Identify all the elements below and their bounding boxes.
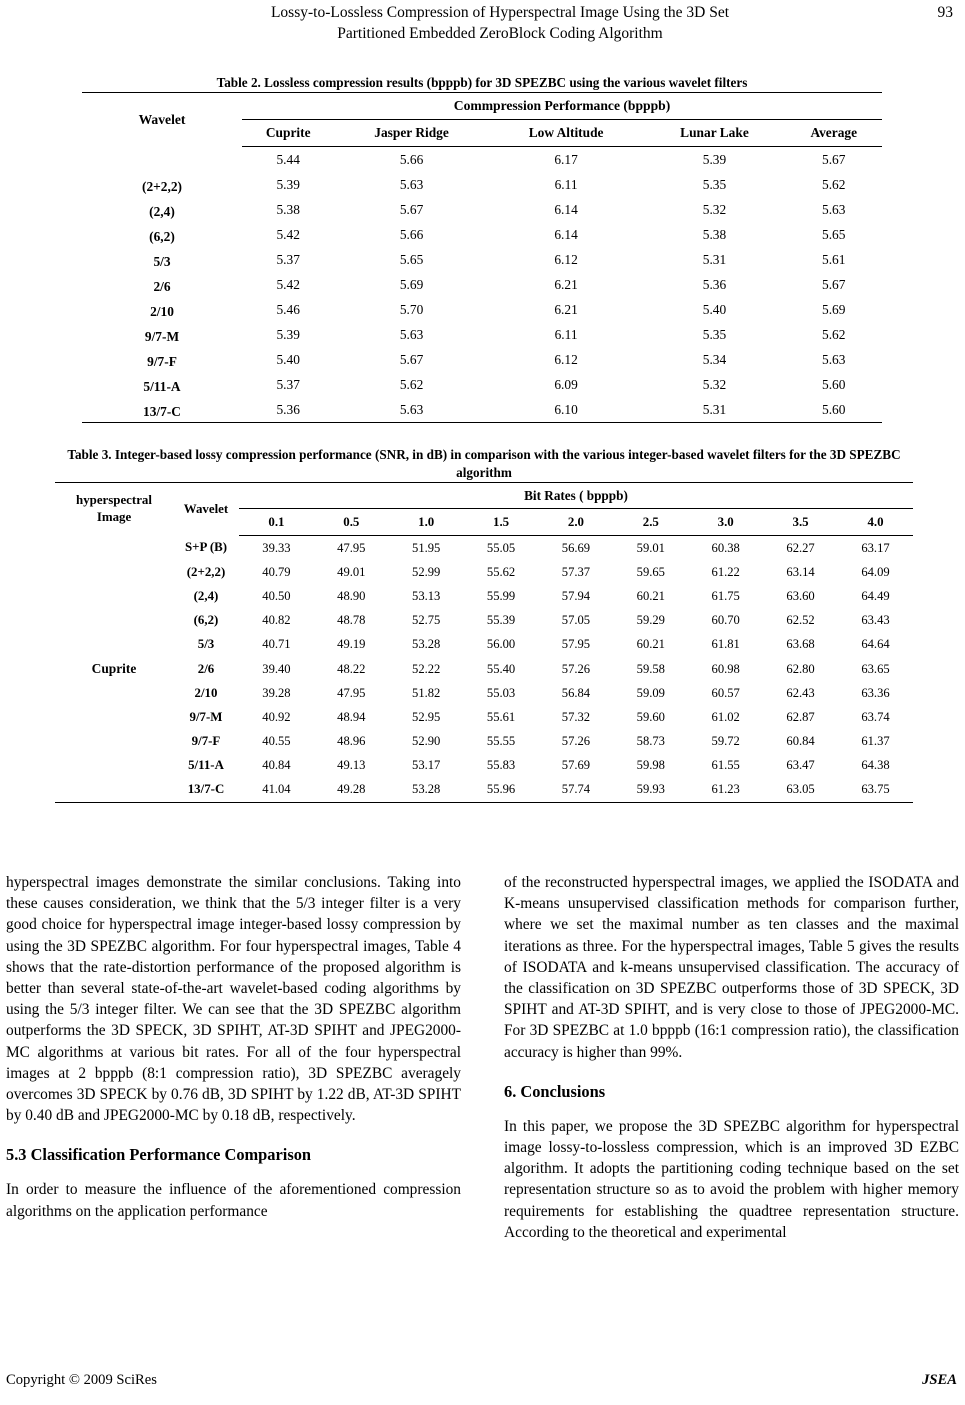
paragraph-left-1: hyperspectral images demonstrate the similar conclusions. Taking into these causes consideration, we think that the 5/3 integer filter is a very good choice for hyperspectral image integer-based lossy compression by using the 3D SPEZBC algorithm. For four hyperspectral images, Table 4 shows that the rate-distortion performance of the proposed algorithm is better than several state-of-the-art wavelet-based coding algorithms by using the 5/3 integer filter. We can see that the 3D SPEZBC algorithm outperforms the 3D SPECK, 3D SPIHT, AT-3D SPIHT and JPEG2000-MC algorithms at various bit rates. For all of the four hyperspectral images at 2 bpppb (8:1 compression ratio), 3D SPEZBC averagely overcomes 3D SPECK by 0.76 dB, 3D SPIHT by 1.22 dB, AT-3D SPIHT by 0.40 dB and JPEG2000-MC by 0.18 dB, respectively.: [6, 874, 461, 1125]
table-2-cell: 5.63: [334, 397, 488, 423]
table-2-cell: 5.67: [399, 351, 424, 367]
table-3-cell: 63.75: [838, 778, 913, 803]
table-3-column-header-5: 2.5: [613, 509, 688, 536]
table-3-caption: [55, 446, 913, 482]
table-2-cell: 5.67: [822, 276, 846, 292]
table-2-cell: 6.09: [554, 376, 578, 392]
table-2-cell: 5.40: [702, 301, 727, 317]
table-2-cell: 5.39: [276, 176, 300, 192]
table-3-cell: 63.60: [786, 588, 815, 603]
journal-abbreviation: JSEA: [922, 1372, 957, 1388]
table-3-cell: 51.82: [412, 685, 441, 700]
table-3-cell: 58.73: [636, 734, 665, 749]
table-3-cell: 49.19: [337, 637, 366, 652]
table-3-column-header-8: 4.0: [838, 509, 913, 536]
table-3-caption-line-1: Table 3. Integer-based lossy compression performance (SNR, in dB) in comparison with the various integer-based: [67, 447, 704, 462]
table-3-cell: 39.40: [262, 661, 291, 676]
table-3-wavelet-label: (2,4): [193, 588, 219, 603]
table-3-wavelet-label: 5/11-A: [188, 758, 224, 773]
table-row: [55, 730, 913, 754]
table-2-cell: 5.65: [399, 251, 424, 267]
table-3-cell: 49.01: [337, 564, 366, 579]
table-3-cell: 63.68: [786, 637, 815, 652]
table-3-cell: 61.81: [711, 637, 740, 652]
table-3-cell: 62.43: [786, 685, 815, 700]
table-2-body: [82, 147, 882, 423]
table-3-cell: 55.03: [486, 685, 516, 700]
table-3-cell: 63.74: [861, 709, 890, 724]
table-3-stub-header-line-1: hyperspectral: [76, 493, 152, 508]
table-3-cell: 57.69: [561, 758, 591, 773]
table-3-cell: 52.75: [412, 613, 441, 628]
table-2-cell: 5.38: [702, 226, 727, 242]
table-3-cell: 62.87: [786, 709, 815, 724]
table-3-cell: 57.26: [561, 734, 591, 749]
table-3-cell: 61.37: [861, 734, 890, 749]
table-2: [82, 92, 882, 423]
table-3-cell: 57.37: [561, 564, 591, 579]
table-2-cell: 5.34: [702, 351, 727, 367]
table-2-cell: 5.39: [702, 151, 727, 167]
table-3-column-header-2: 1.0: [389, 509, 464, 536]
table-row: [82, 347, 882, 372]
table-3-cell: 63.36: [861, 685, 890, 700]
table-3-cell: 40.82: [262, 613, 291, 628]
table-3-cell: 47.95: [337, 685, 366, 700]
table-3-cell: 60.70: [711, 613, 740, 628]
table-3-cell: 63.14: [786, 564, 815, 579]
table-3-cell: 52.99: [412, 564, 441, 579]
table-2-wavelet-label: (2,4): [149, 204, 175, 219]
table-3-cell: 59.58: [636, 661, 665, 676]
table-3-cell: 60.21: [636, 637, 665, 652]
table-2-cell: 5.61: [822, 251, 846, 267]
table-3-cell: 51.95: [412, 540, 441, 555]
table-3-cell: 55.40: [486, 661, 516, 676]
table-row: [55, 609, 913, 633]
table-3-cell: 62.52: [786, 613, 815, 628]
table-2-wavelet-label: 9/7-F: [147, 354, 177, 369]
table-3-cell: 56.69: [561, 540, 591, 555]
table-2-cell: 6.14: [554, 226, 578, 242]
table-2-cell: 5.69: [399, 276, 424, 292]
table-2-cell: 6.21: [554, 276, 578, 292]
table-3-wavelet-label: 2/10: [194, 685, 218, 700]
table-row: [82, 222, 882, 247]
table-3-cell: 52.22: [412, 661, 441, 676]
table-3-cell: 59.98: [636, 758, 665, 773]
table-row: [55, 536, 913, 561]
table-3-cell: 64.09: [861, 564, 890, 579]
table-3-stub-header: [55, 483, 173, 536]
table-row: [82, 372, 882, 397]
table-2-cell: 5.67: [399, 201, 424, 217]
table-3-cell: 56.84: [561, 685, 591, 700]
page-number: 93: [937, 4, 953, 21]
table-3-cell: 64.38: [861, 758, 890, 773]
table-3-cell: 59.72: [711, 734, 740, 749]
table-row: [82, 172, 882, 197]
table-3-cell: 40.55: [262, 734, 291, 749]
table-row: [82, 147, 882, 173]
table-row: [82, 397, 882, 423]
table-3-cell: 57.95: [561, 637, 591, 652]
paragraph-right-2: In this paper, we propose the 3D SPEZBC algorithm for hyperspectral image lossy-to-lossless compression, which is an improved 3D EZBC algorithm. It adopts the partitioning coding technique based on the set representation structure so as to avoid the problem with higher memory requirements for establishing the quadtree representation structure. According to the theoretical and experimental: [504, 1117, 959, 1241]
table-2-cell: 5.60: [822, 376, 846, 392]
table-2-cell: 5.62: [822, 176, 846, 192]
table-3-cell: 59.01: [636, 540, 665, 555]
table-3-cell: 57.05: [561, 613, 591, 628]
table-3-cell: 53.28: [412, 637, 441, 652]
table-3-cell: 53.13: [412, 588, 441, 603]
table-3-cell: 48.94: [337, 709, 366, 724]
table-3-cell: 57.32: [561, 709, 591, 724]
table-3-cell: 59.29: [636, 613, 665, 628]
table-3-cell: 61.02: [711, 709, 740, 724]
table-3-cell: 49.13: [337, 758, 366, 773]
table-2-cell: 5.63: [822, 351, 846, 367]
table-3-cell: 47.95: [337, 540, 366, 555]
table-3: [55, 482, 913, 803]
table-2-wavelet-label: [82, 147, 242, 173]
table-2-cell: 5.70: [399, 301, 424, 317]
table-3-cell: 48.90: [337, 588, 366, 603]
table-3-cell: 63.05: [763, 778, 838, 803]
table-3-cell: 40.71: [262, 637, 291, 652]
table-3-wavelet-label: 9/7-M: [189, 709, 223, 724]
table-2-cell: 6.10: [489, 397, 644, 423]
table-3-cell: 40.50: [262, 588, 291, 603]
table-2-cell: 5.32: [702, 201, 727, 217]
table-2-cell: 5.35: [702, 326, 727, 342]
table-3-cell: 55.55: [486, 734, 516, 749]
table-2-caption: Table 2. Lossless compression results (bpppb) for 3D SPEZBC using the various wavelet filters: [216, 75, 748, 90]
table-2-cell: 5.66: [399, 151, 424, 167]
table-2-cell: 6.12: [554, 351, 578, 367]
table-3-group-header: Bit Rates ( bpppb): [239, 483, 913, 509]
table-2-wavelet-label: 13/7-C: [82, 397, 242, 423]
table-3-cell: 60.84: [786, 734, 815, 749]
table-3-cell: 63.47: [786, 758, 815, 773]
table-3-group-header-row: [55, 483, 913, 509]
table-2-cell: 6.21: [554, 301, 578, 317]
table-3-wavelet-label: (6,2): [193, 613, 219, 628]
table-3-wavelet-label: 5/3: [197, 637, 215, 652]
table-2-wavelet-label: 9/7-M: [144, 329, 180, 344]
table-3-block: [55, 446, 913, 803]
table-2-group-header-row: [82, 93, 882, 120]
table-2-cell: 5.37: [276, 251, 300, 267]
section-heading-6: 6. Conclusions: [504, 1081, 606, 1101]
table-3-cell: 52.90: [412, 734, 441, 749]
copyright-notice: Copyright © 2009 SciRes: [6, 1372, 157, 1388]
table-row: [82, 297, 882, 322]
table-3-cell: 56.00: [486, 637, 516, 652]
table-2-wavelet-label: 5/3: [153, 254, 171, 269]
table-3-cell: 52.95: [412, 709, 441, 724]
table-3-cell: 60.21: [636, 588, 665, 603]
table-row: [82, 247, 882, 272]
table-2-wavelet-label: (2+2,2): [142, 179, 182, 194]
table-2-wavelet-label: (6,2): [149, 229, 175, 244]
table-3-cell: 62.80: [786, 661, 815, 676]
table-2-cell: 5.36: [242, 397, 334, 423]
table-3-stub-header-2: Wavelet: [173, 483, 239, 536]
table-3-cell: 63.17: [861, 540, 890, 555]
table-2-cell: 5.32: [702, 376, 727, 392]
table-3-cell: 63.43: [861, 613, 890, 628]
table-3-cell: 55.99: [486, 588, 516, 603]
table-3-image-label: Cuprite: [55, 536, 173, 803]
table-2-cell: 5.31: [702, 251, 727, 267]
table-3-cell: 53.28: [389, 778, 464, 803]
table-2-cell: 5.46: [276, 301, 300, 317]
table-3-cell: 48.78: [337, 613, 366, 628]
table-row: [55, 560, 913, 584]
table-3-cell: 55.62: [486, 564, 516, 579]
table-row: [55, 681, 913, 705]
table-3-cell: 61.55: [711, 758, 740, 773]
table-3-cell: 57.26: [561, 661, 591, 676]
table-3-column-header-4: 2.0: [539, 509, 614, 536]
table-3-cell: 53.17: [412, 758, 441, 773]
table-2-cell: 6.14: [554, 201, 578, 217]
table-3-column-header-6: 3.0: [688, 509, 763, 536]
table-row: [82, 322, 882, 347]
table-2-cell: 5.67: [822, 151, 846, 167]
body-column-right: [504, 872, 959, 1243]
table-3-column-header-0: 0.1: [239, 509, 314, 536]
table-2-stub-header: Wavelet: [82, 93, 242, 147]
table-3-stub-header-line-2: Image: [96, 510, 132, 525]
table-2-cell: 5.31: [643, 397, 785, 423]
table-3-cell: 55.39: [486, 613, 516, 628]
table-2-cell: 5.63: [822, 201, 846, 217]
paragraph-left-2: In order to measure the influence of the aforementioned compression algorithms on the application performance: [6, 1181, 461, 1220]
table-row: [55, 778, 913, 803]
table-3-column-header-7: 3.5: [763, 509, 838, 536]
table-3-cell: 55.61: [486, 709, 516, 724]
table-3-wavelet-label: (2+2,2): [186, 564, 226, 579]
table-3-cell: 60.57: [711, 685, 740, 700]
table-2-cell: 5.36: [702, 276, 727, 292]
table-2-cell: 5.42: [276, 226, 300, 242]
table-3-cell: 40.79: [262, 564, 291, 579]
table-2-column-header-1: Jasper Ridge: [334, 120, 488, 147]
table-3-column-header-3: 1.5: [464, 509, 539, 536]
table-2-cell: 6.12: [554, 251, 578, 267]
table-2-cell: 5.66: [399, 226, 424, 242]
table-2-column-header-4: Average: [785, 120, 882, 147]
table-2-cell: 5.62: [399, 376, 424, 392]
table-3-cell: 61.23: [688, 778, 763, 803]
table-3-body: [55, 536, 913, 803]
table-3-cell: 59.93: [613, 778, 688, 803]
table-3-cell: 61.22: [711, 564, 740, 579]
table-3-cell: 49.28: [314, 778, 389, 803]
table-3-cell: 61.75: [711, 588, 740, 603]
table-3-cell: 39.28: [262, 685, 291, 700]
table-2-cell: 5.40: [276, 351, 300, 367]
table-3-cell: 55.96: [464, 778, 539, 803]
table-3-wavelet-label: 13/7-C: [173, 778, 239, 803]
table-3-cell: 48.96: [337, 734, 366, 749]
table-3-cell: 59.65: [636, 564, 665, 579]
table-3-cell: 48.22: [337, 661, 366, 676]
table-2-wavelet-label: 5/11-A: [143, 379, 181, 394]
table-2-cell: 6.11: [554, 326, 578, 342]
table-2-cell: 5.62: [822, 326, 846, 342]
paragraph-right-1: of the reconstructed hyperspectral images, we applied the ISODATA and K-means unsupervised classification methods for comparison further, where we set the maximal number as ten classes and the maximal iterations as three. For the hyperspectral images, Table 5 gives the results of ISODATA and k-means unsupervised classification. The accuracy of the classification on 3D SPEZBC outperforms those of 3D SPECK, 3D SPIHT and AT-3D SPIHT, and is very close to those of JPEG2000-MC. For 3D SPEZBC at 1.0 bpppb (16:1 compression ratio), the classification accuracy is higher than 99%.: [504, 874, 959, 1061]
table-row: [82, 197, 882, 222]
table-3-column-header-1: 0.5: [314, 509, 389, 536]
table-3-cell: 60.38: [711, 540, 740, 555]
table-3-head: [55, 483, 913, 536]
table-3-cell: 55.05: [486, 540, 516, 555]
table-3-cell: 57.74: [539, 778, 614, 803]
table-row: [55, 754, 913, 778]
table-2-cell: 5.38: [276, 201, 300, 217]
table-row: [55, 657, 913, 681]
table-3-cell: 59.60: [636, 709, 665, 724]
table-row: [82, 272, 882, 297]
body-column-left: [6, 872, 461, 1222]
table-3-cell: 62.27: [786, 540, 815, 555]
running-title: [150, 2, 850, 44]
section-heading-5-3: 5.3 Classification Performance Comparison: [6, 1145, 312, 1165]
table-2-cell: 5.63: [399, 176, 424, 192]
table-3-caption-line-2: wavelet filters for the 3D SPEZBC algorithm: [456, 447, 901, 480]
table-3-wavelet-label: 2/6: [197, 661, 215, 676]
table-2-cell: 6.11: [554, 176, 578, 192]
table-2-cell: 5.65: [822, 226, 846, 242]
table-3-cell: 40.84: [262, 758, 291, 773]
table-2-wavelet-label: 2/6: [153, 279, 171, 294]
table-2-column-header-2: Low Altitude: [489, 120, 644, 147]
table-3-cell: 64.64: [861, 637, 890, 652]
table-row: [55, 705, 913, 729]
table-2-cell: 5.37: [276, 376, 300, 392]
page-footer: [0, 1372, 965, 1396]
table-2-cell: 5.44: [276, 151, 300, 167]
table-3-cell: 57.94: [561, 588, 591, 603]
table-row: [55, 584, 913, 608]
table-3-cell: 63.65: [861, 661, 890, 676]
table-2-cell: 5.42: [276, 276, 300, 292]
table-3-cell: 39.33: [262, 540, 291, 555]
table-2-cell: 5.35: [702, 176, 727, 192]
table-2-head: [82, 93, 882, 147]
table-2-column-header-0: Cuprite: [242, 120, 334, 147]
table-2-wavelet-label: 2/10: [150, 304, 174, 319]
table-2-cell: 6.17: [554, 151, 578, 167]
table-3-wavelet-label: S+P (B): [184, 540, 228, 555]
table-3-cell: 41.04: [239, 778, 314, 803]
table-3-cell: 59.09: [636, 685, 665, 700]
table-row: [55, 633, 913, 657]
table-2-cell: 5.63: [399, 326, 424, 342]
table-2-block: [82, 74, 882, 423]
table-2-group-header: Commpression Performance (bpppb): [242, 93, 882, 120]
table-3-cell: 55.83: [486, 758, 516, 773]
table-2-cell: 5.60: [785, 397, 882, 423]
table-3-cell: 40.92: [262, 709, 291, 724]
table-2-column-header-3: Lunar Lake: [643, 120, 785, 147]
table-2-cell: 5.69: [822, 301, 846, 317]
running-title-line-1: Lossy-to-Lossless Compression of Hyperspectral Image Using the 3D Set: [270, 4, 730, 21]
table-3-cell: 64.49: [861, 588, 890, 603]
table-3-wavelet-label: 9/7-F: [191, 734, 221, 749]
page-running-head: [0, 0, 965, 46]
running-title-line-2: Partitioned Embedded ZeroBlock Coding Algorithm: [337, 25, 663, 42]
table-2-cell: 5.39: [276, 326, 300, 342]
table-3-cell: 60.98: [711, 661, 740, 676]
